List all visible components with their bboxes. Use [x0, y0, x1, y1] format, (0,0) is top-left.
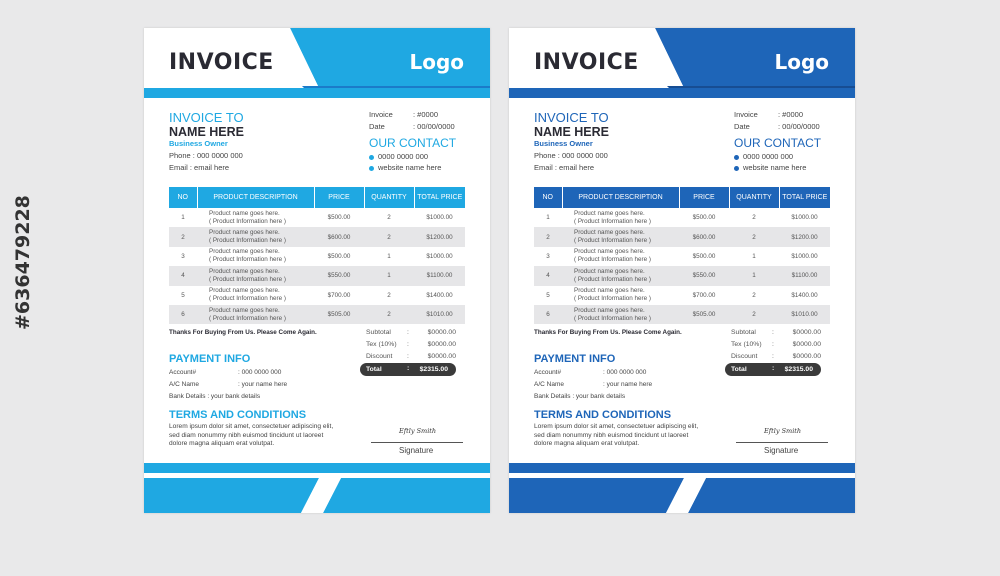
- header-description: PRODUCT DESCRIPTION: [197, 187, 314, 208]
- invoice-template-1: [144, 28, 490, 513]
- header-chevron: [667, 86, 855, 88]
- contact-phone: [369, 152, 428, 161]
- header-no: NO: [534, 187, 562, 208]
- client-email: [534, 163, 594, 172]
- cell-quantity: 2: [387, 291, 391, 299]
- phone-value: : 000 0000 000: [192, 151, 243, 160]
- cell-quantity: 2: [387, 214, 391, 222]
- invoice-number-value: : #0000: [778, 110, 804, 119]
- cell-price: $600.00: [314, 227, 364, 246]
- product-info: ( Product Information here ): [574, 217, 651, 225]
- thank-you-note: Thanks For Buying From Us. Please Come Again.: [534, 329, 682, 336]
- header-no: NO: [169, 187, 197, 208]
- product-name: Product name goes here.: [574, 248, 645, 256]
- payment-heading: PAYMENT INFO: [169, 353, 251, 365]
- summary-label: Discount: [366, 353, 393, 360]
- email-label: Email: [169, 163, 188, 172]
- invoice-number-value: : #0000: [413, 110, 439, 119]
- header-price: PRICE: [679, 187, 729, 208]
- cell-quantity: 2: [729, 305, 779, 324]
- payment-bank: [169, 393, 260, 400]
- cell-no: 4: [169, 266, 197, 285]
- cell-price: $505.00: [679, 305, 729, 324]
- contact-website: [369, 163, 441, 172]
- cell-no: 3: [181, 252, 185, 260]
- footer-rule: [509, 463, 855, 473]
- invoice-date-value: : 00/00/0000: [413, 122, 455, 131]
- table-row: [534, 266, 830, 285]
- total-value: $2315.00: [784, 366, 813, 373]
- table-row: [169, 305, 465, 324]
- cell-quantity: 1: [729, 266, 779, 285]
- cell-total: $1400.00: [791, 291, 818, 299]
- cell-quantity: 2: [752, 291, 756, 299]
- cell-description: [562, 305, 679, 324]
- payment-name-label: A/C Name: [534, 381, 564, 388]
- cell-price: $505.00: [314, 305, 364, 324]
- cell-quantity: 2: [364, 305, 414, 324]
- header-rule: [144, 88, 490, 98]
- globe-icon: [734, 166, 739, 171]
- cell-total: $1000.00: [426, 252, 453, 260]
- globe-icon: [369, 166, 374, 171]
- cell-price: $500.00: [692, 252, 716, 260]
- client-name: NAME HERE: [169, 125, 245, 139]
- product-name: Product name goes here.: [574, 267, 645, 275]
- cell-total: $1200.00: [414, 227, 465, 246]
- signature-line: [371, 442, 463, 443]
- total-bar: [725, 363, 821, 376]
- summary-label: Subtotal: [366, 329, 391, 336]
- total-label: Total: [366, 366, 382, 373]
- product-name: Product name goes here.: [209, 306, 280, 314]
- cell-total: $1010.00: [414, 305, 465, 324]
- cell-description: [562, 247, 679, 266]
- phone-icon: [734, 155, 739, 160]
- cell-description: [197, 247, 314, 266]
- header-total: TOTAL PRICE: [414, 187, 465, 208]
- cell-total: $1010.00: [779, 305, 830, 324]
- client-phone: [534, 151, 608, 160]
- phone-value: : 000 0000 000: [557, 151, 608, 160]
- invoice-date-label: Date: [734, 122, 750, 131]
- cell-no: 1: [181, 214, 185, 222]
- summary-sep: :: [407, 353, 409, 360]
- product-name: Product name goes here.: [574, 209, 645, 217]
- cell-quantity: 2: [729, 227, 779, 246]
- table-row: [169, 266, 465, 285]
- footer-right-block: [688, 478, 855, 513]
- table-header-row: [534, 187, 830, 208]
- cell-description: [562, 286, 679, 305]
- cell-quantity: 2: [364, 227, 414, 246]
- header-total: TOTAL PRICE: [779, 187, 830, 208]
- cell-price: $600.00: [679, 227, 729, 246]
- header-description: PRODUCT DESCRIPTION: [562, 187, 679, 208]
- cell-quantity: 1: [752, 252, 756, 260]
- client-phone: [169, 151, 243, 160]
- table-row: [169, 208, 465, 227]
- cell-description: [197, 208, 314, 227]
- client-role: Business Owner: [169, 139, 228, 148]
- invoice-to-label: INVOICE TO: [169, 110, 244, 125]
- cell-no: 5: [546, 291, 550, 299]
- email-value: : email here: [189, 163, 230, 172]
- total-value: $2315.00: [419, 366, 448, 373]
- product-info: ( Product Information here ): [209, 256, 286, 264]
- payment-account-label: Account#: [534, 369, 562, 376]
- logo: Logo: [409, 50, 464, 74]
- cell-total: $1000.00: [791, 252, 818, 260]
- phone-icon: [369, 155, 374, 160]
- product-name: Product name goes here.: [209, 248, 280, 256]
- cell-description: [197, 266, 314, 285]
- product-info: ( Product Information here ): [574, 237, 651, 245]
- footer-rule: [144, 463, 490, 473]
- table-row: [534, 286, 830, 305]
- contact-heading: OUR CONTACT: [734, 136, 822, 150]
- phone-label: Phone: [534, 151, 556, 160]
- items-table: [534, 187, 830, 324]
- contact-phone: [734, 152, 793, 161]
- cell-description: [562, 266, 679, 285]
- cell-price: $500.00: [327, 252, 351, 260]
- cell-total: $1000.00: [791, 214, 818, 222]
- email-value: : email here: [554, 163, 595, 172]
- logo: Logo: [774, 50, 829, 74]
- payment-name-label: A/C Name: [169, 381, 199, 388]
- payment-account-label: Account#: [169, 369, 197, 376]
- product-name: Product name goes here.: [209, 229, 280, 237]
- stock-id: #636479228: [12, 195, 34, 330]
- table-row: [534, 247, 830, 266]
- cell-no: 2: [534, 227, 562, 246]
- cell-description: [562, 208, 679, 227]
- summary-label: Tex (10%): [366, 341, 397, 348]
- client-role: Business Owner: [534, 139, 593, 148]
- product-info: ( Product Information here ): [209, 237, 286, 245]
- summary-sep: :: [407, 341, 409, 348]
- summary-value: $0000.00: [792, 353, 821, 360]
- summary-sep: :: [772, 341, 774, 348]
- summary-label: Subtotal: [731, 329, 756, 336]
- summary-value: $0000.00: [427, 353, 456, 360]
- signature-label: Signature: [764, 446, 799, 455]
- total-sep: :: [772, 365, 775, 372]
- cell-quantity: 2: [752, 214, 756, 222]
- invoice-number-label: Invoice: [369, 110, 393, 119]
- cell-no: 6: [169, 305, 197, 324]
- footer-left-block: [509, 478, 684, 513]
- product-info: ( Product Information here ): [574, 256, 651, 264]
- payment-heading: PAYMENT INFO: [534, 353, 616, 365]
- cell-quantity: 1: [387, 252, 391, 260]
- header-chevron: [302, 86, 490, 88]
- summary-label: Tex (10%): [731, 341, 762, 348]
- email-label: Email: [534, 163, 553, 172]
- thank-you-note: Thanks For Buying From Us. Please Come Again.: [169, 329, 317, 336]
- product-name: Product name goes here.: [574, 229, 645, 237]
- product-info: ( Product Information here ): [209, 275, 286, 283]
- client-name: NAME HERE: [534, 125, 610, 139]
- cell-description: [562, 227, 679, 246]
- items-table: [169, 187, 465, 324]
- total-label: Total: [731, 366, 747, 373]
- total-bar: [360, 363, 456, 376]
- payment-name-value: : your name here: [603, 381, 653, 388]
- cell-description: [197, 227, 314, 246]
- product-name: Product name goes here.: [209, 209, 280, 217]
- cell-price: $500.00: [327, 214, 351, 222]
- product-info: ( Product Information here ): [209, 217, 286, 225]
- product-info: ( Product Information here ): [574, 314, 651, 322]
- payment-bank-label: Bank Details: [169, 393, 206, 400]
- summary-label: Discount: [731, 353, 758, 360]
- invoice-title: INVOICE: [169, 50, 274, 75]
- summary-sep: :: [772, 329, 774, 336]
- cell-price: $550.00: [314, 266, 364, 285]
- header-quantity: QUANTITY: [729, 187, 779, 208]
- terms-heading: TERMS AND CONDITIONS: [169, 409, 307, 421]
- product-info: ( Product Information here ): [574, 275, 651, 283]
- payment-bank: [534, 393, 625, 400]
- contact-phone-text: 0000 0000 000: [743, 152, 794, 161]
- footer-right-block: [323, 478, 490, 513]
- product-info: ( Product Information here ): [209, 314, 286, 322]
- product-name: Product name goes here.: [209, 287, 280, 295]
- payment-name-value: : your name here: [238, 381, 288, 388]
- terms-body: Lorem ipsum dolor sit amet, consectetuer adipiscing elit, sed diam nonummy nibh euismod tincidunt ut laoreet dolore magna aliquam erat volutpat.: [169, 423, 334, 447]
- cell-quantity: 1: [364, 266, 414, 285]
- header-quantity: QUANTITY: [364, 187, 414, 208]
- table-row: [169, 286, 465, 305]
- cell-total: $1200.00: [779, 227, 830, 246]
- total-sep: :: [407, 365, 410, 372]
- product-info: ( Product Information here ): [209, 295, 286, 303]
- payment-bank-label: Bank Details: [534, 393, 571, 400]
- cell-no: 5: [181, 291, 185, 299]
- product-name: Product name goes here.: [574, 306, 645, 314]
- payment-bank-value: : your bank details: [207, 393, 261, 400]
- invoice-date-label: Date: [369, 122, 385, 131]
- cell-total: $1100.00: [779, 266, 830, 285]
- summary-value: $0000.00: [427, 329, 456, 336]
- cell-price: $500.00: [692, 214, 716, 222]
- cell-no: 6: [534, 305, 562, 324]
- product-name: Product name goes here.: [209, 267, 280, 275]
- header-rule: [509, 88, 855, 98]
- footer-left-block: [144, 478, 319, 513]
- cell-total: $1000.00: [426, 214, 453, 222]
- cell-no: 4: [534, 266, 562, 285]
- contact-heading: OUR CONTACT: [369, 136, 457, 150]
- cell-description: [197, 286, 314, 305]
- summary-sep: :: [407, 329, 409, 336]
- invoice-number-label: Invoice: [734, 110, 758, 119]
- cell-total: $1100.00: [414, 266, 465, 285]
- invoice-title: INVOICE: [534, 50, 639, 75]
- signature-label: Signature: [399, 446, 434, 455]
- cell-total: $1400.00: [426, 291, 453, 299]
- contact-website: [734, 163, 806, 172]
- summary-value: $0000.00: [792, 329, 821, 336]
- signature-script: Eftly Smith: [764, 427, 802, 435]
- cell-no: 3: [546, 252, 550, 260]
- contact-phone-text: 0000 0000 000: [378, 152, 429, 161]
- payment-account-value: : 000 0000 000: [603, 369, 647, 376]
- cell-price: $700.00: [692, 291, 716, 299]
- summary-value: $0000.00: [427, 341, 456, 348]
- table-row: [534, 305, 830, 324]
- cell-price: $700.00: [327, 291, 351, 299]
- invoice-to-label: INVOICE TO: [534, 110, 609, 125]
- phone-label: Phone: [169, 151, 191, 160]
- cell-no: 2: [169, 227, 197, 246]
- footer-banner: [509, 463, 855, 513]
- contact-website-text: website name here: [378, 163, 442, 172]
- cell-description: [197, 305, 314, 324]
- table-row: [534, 227, 830, 246]
- invoice-template-2: [509, 28, 855, 513]
- product-info: ( Product Information here ): [574, 295, 651, 303]
- table-header-row: [169, 187, 465, 208]
- contact-website-text: website name here: [743, 163, 807, 172]
- terms-body: Lorem ipsum dolor sit amet, consectetuer adipiscing elit, sed diam nonummy nibh euismod tincidunt ut laoreet dolore magna aliquam erat volutpat.: [534, 423, 699, 447]
- table-row: [169, 247, 465, 266]
- footer-banner: [144, 463, 490, 513]
- summary-sep: :: [772, 353, 774, 360]
- header-price: PRICE: [314, 187, 364, 208]
- table-row: [534, 208, 830, 227]
- table-row: [169, 227, 465, 246]
- client-email: [169, 163, 229, 172]
- signature-script: Eftly Smith: [399, 427, 437, 435]
- payment-account-value: : 000 0000 000: [238, 369, 282, 376]
- cell-price: $550.00: [679, 266, 729, 285]
- cell-no: 1: [546, 214, 550, 222]
- terms-heading: TERMS AND CONDITIONS: [534, 409, 672, 421]
- invoice-date-value: : 00/00/0000: [778, 122, 820, 131]
- product-name: Product name goes here.: [574, 287, 645, 295]
- signature-line: [736, 442, 828, 443]
- payment-bank-value: : your bank details: [572, 393, 626, 400]
- summary-value: $0000.00: [792, 341, 821, 348]
